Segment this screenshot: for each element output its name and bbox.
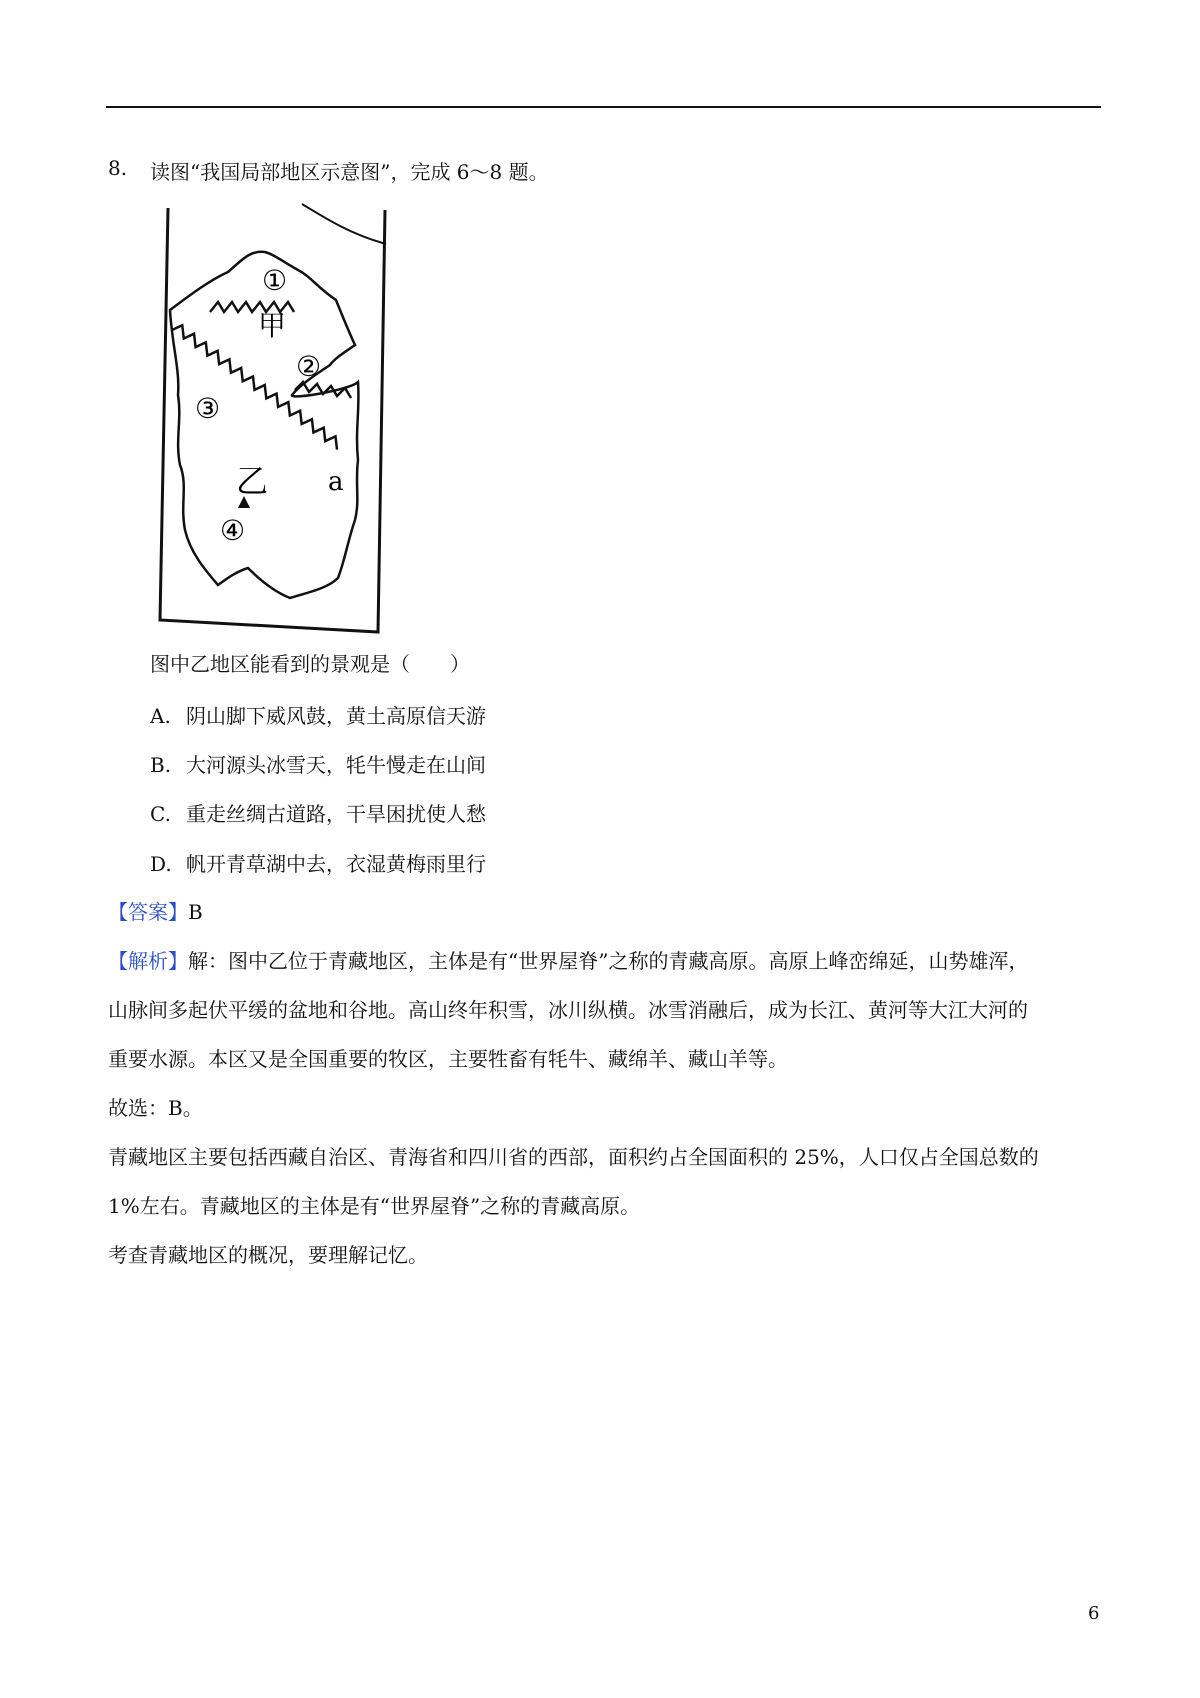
- question-stem: 图中乙地区能看到的景观是（ ）: [150, 652, 470, 676]
- label-yi: 乙: [236, 462, 269, 500]
- header-rule: [106, 106, 1101, 108]
- label-circle-1: ①: [262, 264, 288, 297]
- option-text: 重走丝绸古道路，干旱困扰使人愁: [186, 802, 486, 826]
- option-letter: A.: [150, 704, 171, 728]
- analysis-extra-1: 青藏地区主要包括西藏自治区、青海省和四川省的西部，面积约占全国面积的 25%，人口仅占全国总数的: [108, 1145, 1039, 1169]
- answer-value: B: [188, 900, 203, 924]
- question-intro: 读图“我国局部地区示意图”，完成 6～8 题。: [150, 160, 549, 184]
- option-letter: B.: [150, 753, 172, 777]
- analysis-tag: 【解析】: [108, 949, 188, 973]
- analysis-extra-2: 1%左右。青藏地区的主体是有“世界屋脊”之称的青藏高原。: [108, 1194, 641, 1218]
- label-a: a: [328, 467, 344, 497]
- option-a[interactable]: [150, 702, 486, 730]
- region-map-figure: [150, 200, 390, 635]
- option-text: 大河源头冰雪天，牦牛慢走在山间: [186, 753, 486, 777]
- option-letter: D.: [150, 852, 172, 876]
- analysis-line-3: 重要水源。本区又是全国重要的牧区，主要牲畜有牦牛、藏绵羊、藏山羊等。: [108, 1047, 788, 1071]
- analysis-extra-3: 考查青藏地区的概况，要理解记忆。: [108, 1243, 428, 1267]
- border-line-top: [302, 204, 386, 244]
- analysis-line-2: 山脉间多起伏平缓的盆地和谷地。高山终年积雪，冰川纵横。冰雪消融后，成为长江、黄河等大江大河的: [108, 998, 1028, 1022]
- option-text: 帆开青草湖中去，衣湿黄梅雨里行: [186, 852, 486, 876]
- mountain-range-2: [153, 322, 359, 449]
- label-jia: 甲: [258, 309, 287, 342]
- answer-line: [108, 898, 203, 926]
- region-map: [150, 200, 390, 635]
- option-letter: C.: [150, 802, 171, 826]
- option-c[interactable]: [150, 800, 486, 828]
- option-text: 阴山脚下威风鼓，黄土高原信天游: [186, 704, 486, 728]
- option-d[interactable]: [150, 850, 486, 878]
- analysis-choice: 故选：B。: [108, 1096, 203, 1120]
- question-number: 8.: [108, 156, 128, 180]
- option-b[interactable]: [150, 751, 486, 779]
- answer-tag: 【答案】: [108, 900, 188, 924]
- label-circle-4: ④: [220, 514, 246, 547]
- analysis-text-1: 解：图中乙位于青藏地区，主体是有“世界屋脊”之称的青藏高原。高原上峰峦绵延，山势雄浑，: [188, 949, 1029, 973]
- label-circle-3: ③: [195, 392, 221, 425]
- page-number: 6: [1088, 1603, 1100, 1624]
- analysis-line-1: [108, 947, 1028, 975]
- label-circle-2: ②: [296, 350, 322, 383]
